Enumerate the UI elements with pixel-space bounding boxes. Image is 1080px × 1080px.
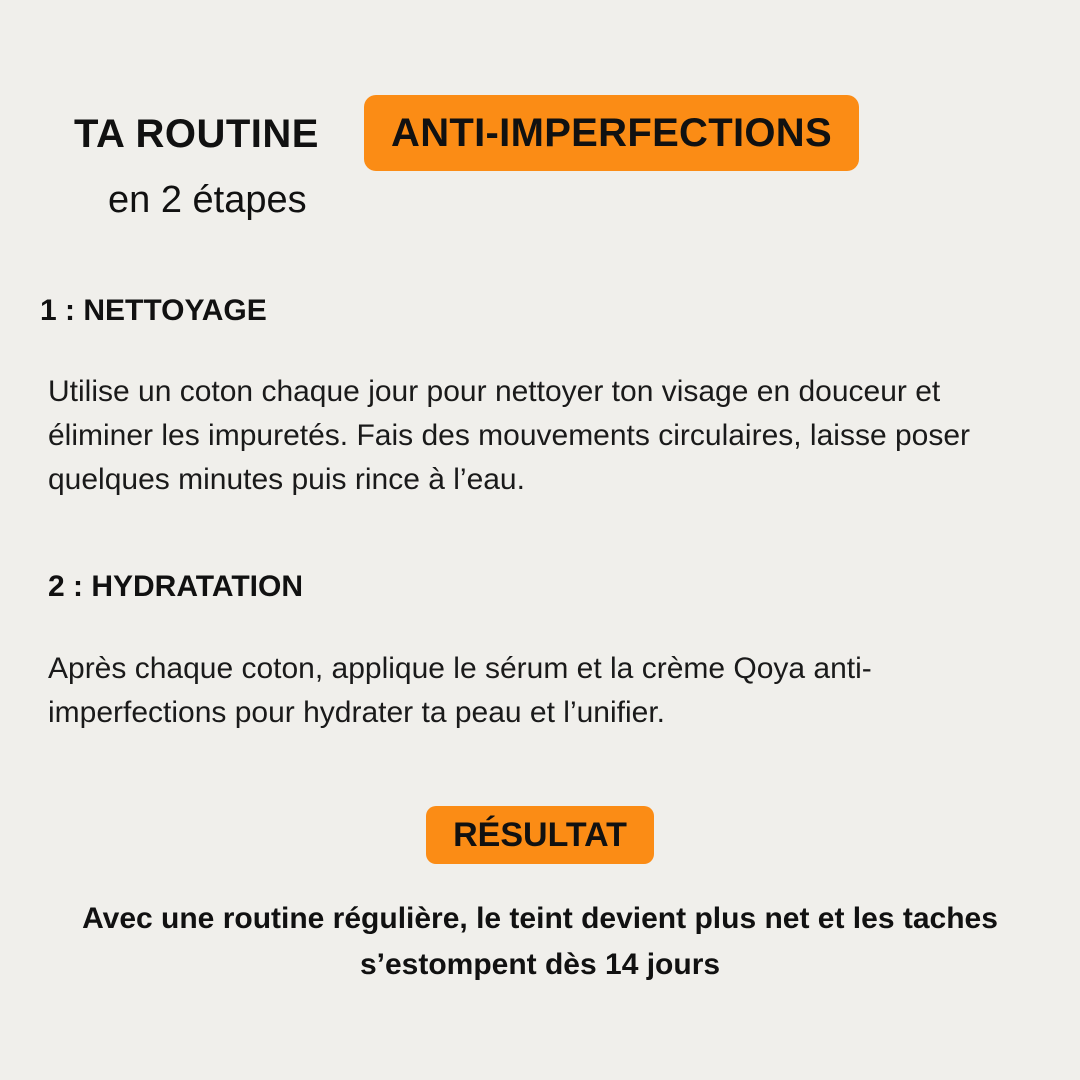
title-highlight-badge: ANTI-IMPERFECTIONS <box>364 95 859 171</box>
result-text: Avec une routine régulière, le teint devient plus net et les taches s’estompent dès 14 jours <box>82 902 998 981</box>
step-2-description: Après chaque coton, applique le sérum et la crème Qoya anti-imperfections pour hydrater ta peau et l’unifier. <box>48 652 872 729</box>
step-1-heading: 1 : NETTOYAGE <box>40 294 267 327</box>
step-2-heading: 2 : HYDRATATION <box>48 570 303 603</box>
step-1-description: Utilise un coton chaque jour pour nettoyer ton visage en douceur et éliminer les impuretés. Fais des mouvements circulaires, laisse poser quelques minutes puis rince à l’eau. <box>48 375 971 496</box>
page-subtitle: en 2 étapes <box>108 179 307 221</box>
result-badge: RÉSULTAT <box>426 806 654 864</box>
page-title: TA ROUTINE <box>74 112 319 156</box>
